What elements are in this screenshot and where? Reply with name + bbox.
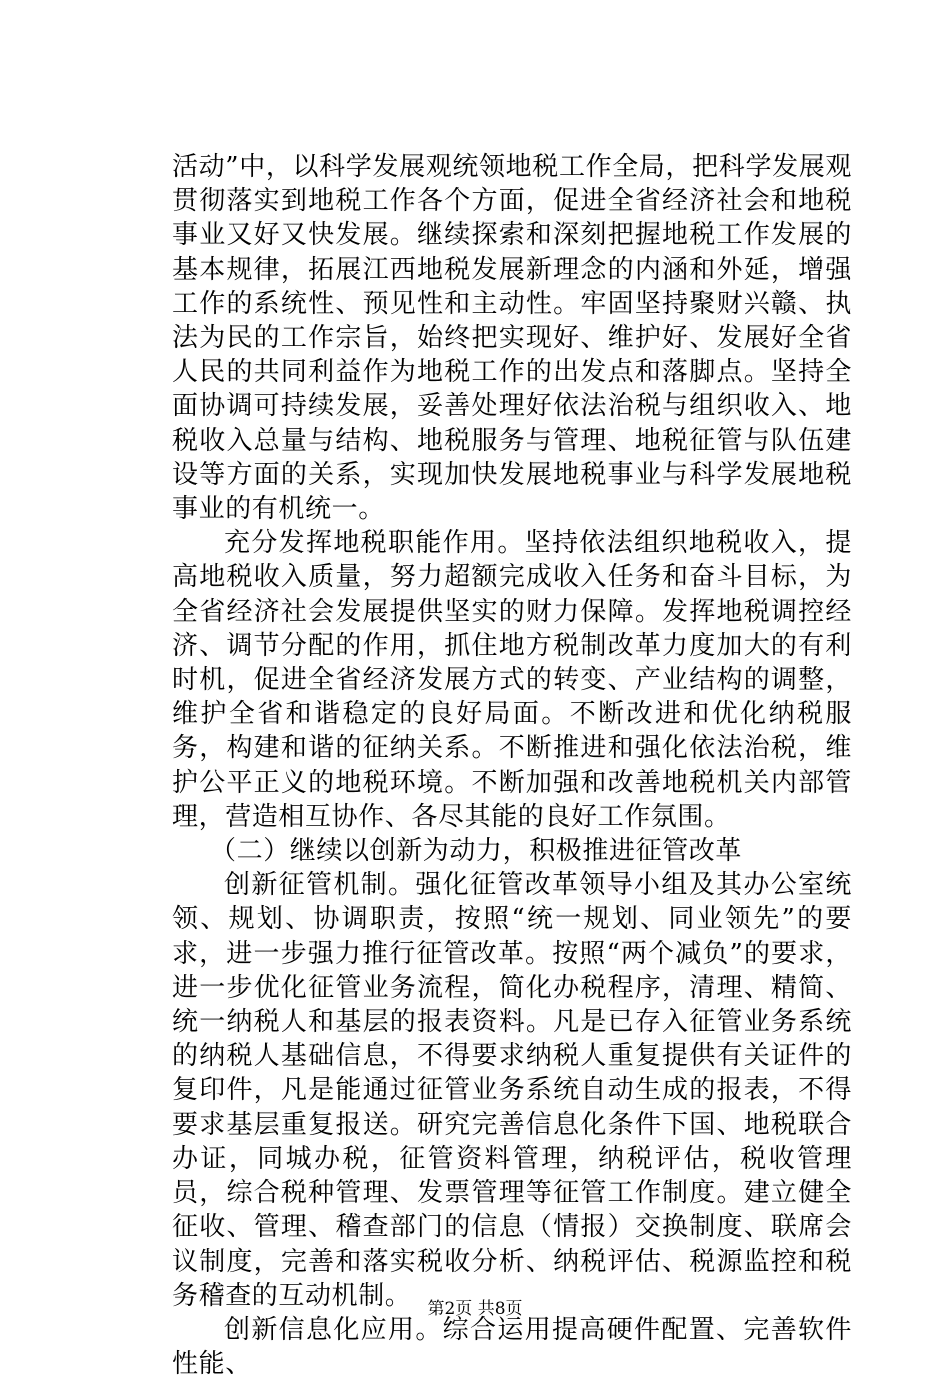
paragraph-collection-mechanism: 创新征管机制。强化征管改革领导小组及其办公室统领、规划、协调职责，按照“统一规划、同业领先”的要求，进一步强力推行征管改革。按照“两个减负”的要求，进一步优化征管业务流程，简化办税程序，清理、精简、统一纳税人和基层的报表资料。凡是已存入征管业务系统的纳税人基础信息，不得要求纳税人重复提供有关证件的复印件，凡是能通过征管业务系统自动生成的报表，不得要求基层重复报送。研究完善信息化条件下国、地税联合办证，同城办税，征管资料管理，纳税评估，税收管理员，综合税种管理、发票管理等征管工作制度。建立健全征收、管理、稽查部门的信息（情报）交换制度、联席会议制度，完善和落实税收分析、纳税评估、税源监控和税务稽查的互动机制。 (172, 870, 852, 1311)
paragraph-continuation: 活动”中，以科学发展观统领地税工作全局，把科学发展观贯彻落实到地税工作各个方面，促进全省经济社会和地税事业又好又快发展。继续探索和深刻把握地税工作发展的基本规律，拓展江西地税发展新理念的内涵和外延，增强工作的系统性、预见性和主动性。牢固坚持聚财兴赣、执法为民的工作宗旨，始终把实现好、维护好、发展好全省人民的共同利益作为地税工作的出发点和落脚点。坚持全面协调可持续发展，妥善处理好依法治税与组织收入、地税收入总量与结构、地税服务与管理、地税征管与队伍建设等方面的关系，实现加快发展地税事业与科学发展地税事业的有机统一。 (172, 152, 852, 525)
paragraph-informatization: 创新信息化应用。综合运用提高硬件配置、完善软件性能、 (172, 1314, 852, 1380)
section-heading: （二）继续以创新为动力，积极推进征管改革 (210, 836, 743, 867)
page-footer: 第2页 共8页 (427, 1299, 523, 1319)
document-body (172, 150, 852, 1381)
paragraph-tax-functions: 充分发挥地税职能作用。坚持依法组织地税收入，提高地税收入质量，努力超额完成收入任务和奋斗目标，为全省经济社会发展提供坚实的财力保障。发挥地税调控经济、调节分配的作用，抓住地方税制改革力度加大的有利时机，促进全省经济发展方式的转变、产业结构的调整，维护全省和谐稳定的良好局面。不断改进和优化纳税服务，构建和谐的征纳关系。不断推进和强化依法治税，维护公平正义的地税环境。不断加强和改善地税机关内部管理，营造相互协作、各尽其能的良好工作氛围。 (172, 528, 852, 832)
